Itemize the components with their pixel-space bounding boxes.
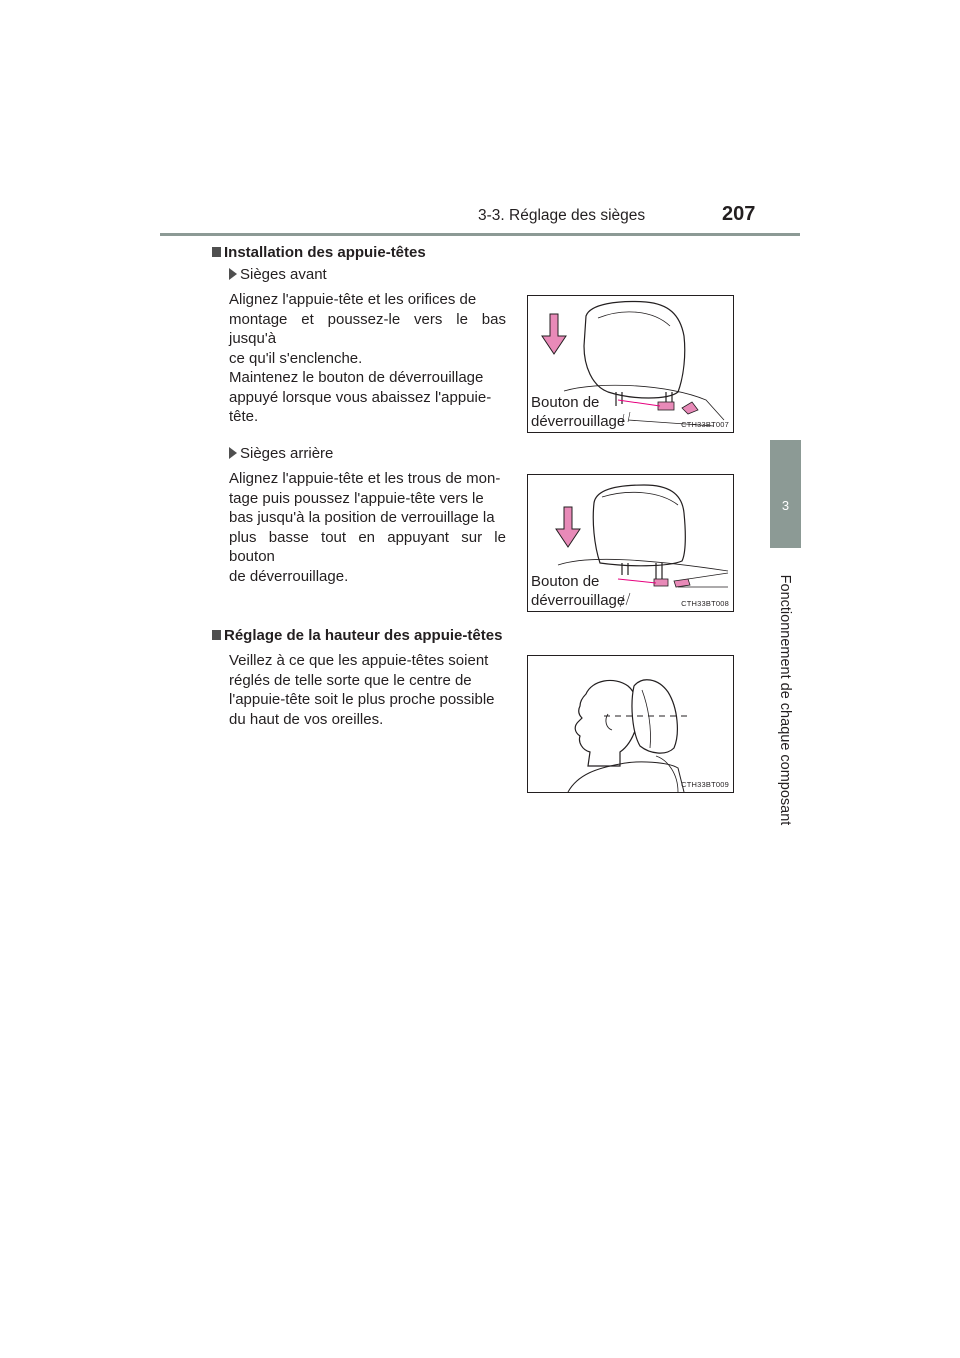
square-bullet-icon <box>212 247 221 257</box>
figure-front-headrest <box>527 295 734 433</box>
section-title: 3-3. Réglage des sièges <box>478 207 646 224</box>
chapter-tab <box>770 440 801 548</box>
head-height-illustration <box>528 656 734 793</box>
triangle-bullet-icon <box>229 447 237 459</box>
triangle-bullet-icon <box>229 268 237 280</box>
figure-code-rear: CTH33BT008 <box>681 599 729 608</box>
paragraph-front-seats: Alignez l'appuie-tête et les orifices de montage et poussez-le vers le bas jusqu'à ce qu'il s'enclenche. Maintenez le bouton de déverrouillage appuyé lorsque vous abaissez l'appuie- tête. <box>229 291 506 425</box>
figure-code-height: CTH33BT009 <box>681 780 729 789</box>
page-number: 207 <box>722 203 756 225</box>
heading-height-adjustment: Réglage de la hauteur des appuie-têtes <box>212 627 502 644</box>
subheading-rear-seats: Sièges arrière <box>229 445 333 462</box>
square-bullet-icon <box>212 630 221 640</box>
header-rule <box>160 233 800 236</box>
chapter-title: Fonctionnement de chaque composant <box>777 574 793 826</box>
subheading-front-seats: Sièges avant <box>229 266 327 283</box>
figure-code-front: CTH33BT007 <box>681 420 729 429</box>
heading-installation: Installation des appuie-têtes <box>212 244 426 261</box>
paragraph-rear-seats: Alignez l'appuie-tête et les trous de mon- tage puis poussez l'appuie-tête vers le bas jusqu'à la position de verrouillage la plus basse tout en appuyant sur le bouton de déverrouillage. <box>229 470 506 585</box>
figure-label-front: Bouton de déverrouillage <box>531 394 626 430</box>
chapter-number: 3 <box>781 498 790 513</box>
paragraph-height-adjustment: Veillez à ce que les appuie-têtes soient réglés de telle sorte que le centre de l'appuie-tête soit le plus proche possible du haut de vos oreilles. <box>229 652 495 728</box>
figure-rear-headrest <box>527 474 734 612</box>
figure-label-rear: Bouton de déverrouillage <box>531 573 626 609</box>
figure-head-height <box>527 655 734 793</box>
